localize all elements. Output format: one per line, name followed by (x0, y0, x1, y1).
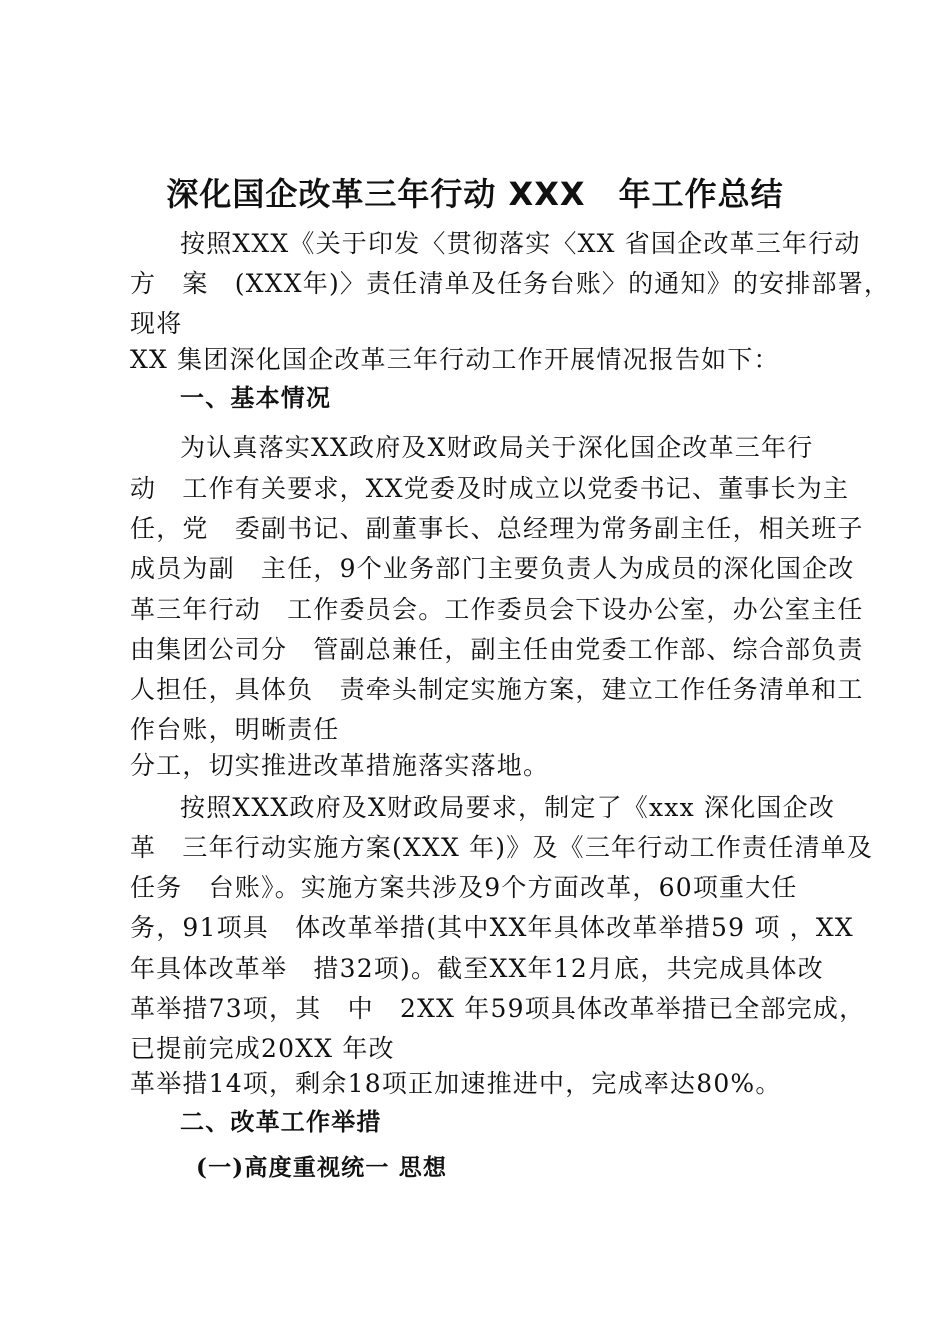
paragraph-line: 革举措73项，其 中 2XX 年59项具体改革举措已全部完成， (130, 994, 866, 1023)
paragraph-line: 成员为副 主任，9个业务部门主要负责人为成员的深化国企改 (130, 554, 855, 583)
intro-line: 现将 (130, 309, 183, 338)
paragraph-line: 任务 台账》。实施方案共涉及9个方面改革，60项重大任 (130, 873, 798, 902)
paragraph-line: 分工，切实推进改革措施落实落地。 (130, 751, 550, 780)
section-heading: 一、基本情况 (180, 384, 332, 412)
paragraph-line: 革举措14项，剩余18项正加速推进中，完成率达80%。 (130, 1069, 782, 1098)
subsection-heading: (一)高度重视统一 思想 (196, 1154, 448, 1181)
paragraph-line: 务，91项具 体改革举措(其中XX年具体改革举措59 项 ，XX (130, 913, 854, 942)
section-heading: 二、改革工作举措 (180, 1108, 382, 1136)
paragraph-line: 革 三年行动实施方案(XXX 年)》及《三年行动工作责任清单及 (130, 833, 874, 862)
document-title: 深化国企改革三年行动 XXX 年工作总结 (166, 175, 784, 213)
paragraph-line: 已提前完成20XX 年改 (130, 1034, 395, 1063)
paragraph-line: 动 工作有关要求，XX党委及时成立以党委书记、董事长为主 (130, 474, 850, 503)
intro-line: 按照XXX《关于印发〈贯彻落实〈XX 省国企改革三年行动 (180, 229, 861, 258)
paragraph-line: 人担任，具体负 责牵头制定实施方案，建立工作任务清单和工 (130, 675, 864, 704)
paragraph-line: 作台账，明晰责任 (130, 715, 340, 744)
intro-line: 方 案 (XXX年)〉责任清单及任务台账〉的通知》的安排部署， (130, 269, 891, 298)
paragraph-line: 革三年行动 工作委员会。工作委员会下设办公室，办公室主任 (130, 595, 864, 624)
paragraph-line: 任，党 委副书记、副董事长、总经理为常务副主任，相关班子 (130, 514, 864, 543)
intro-line: XX 集团深化国企改革三年行动工作开展情况报告如下： (130, 345, 780, 374)
paragraph-line: 按照XXX政府及X财政局要求，制定了《xxx 深化国企改 (180, 793, 836, 822)
paragraph-line: 由集团公司分 管副总兼任，副主任由党委工作部、综合部负责 (130, 635, 864, 664)
paragraph-line: 年具体改革举 措32项)。截至XX年12月底，共完成具体改 (130, 954, 824, 983)
paragraph-line: 为认真落实XX政府及X财政局关于深化国企改革三年行 (180, 433, 814, 462)
